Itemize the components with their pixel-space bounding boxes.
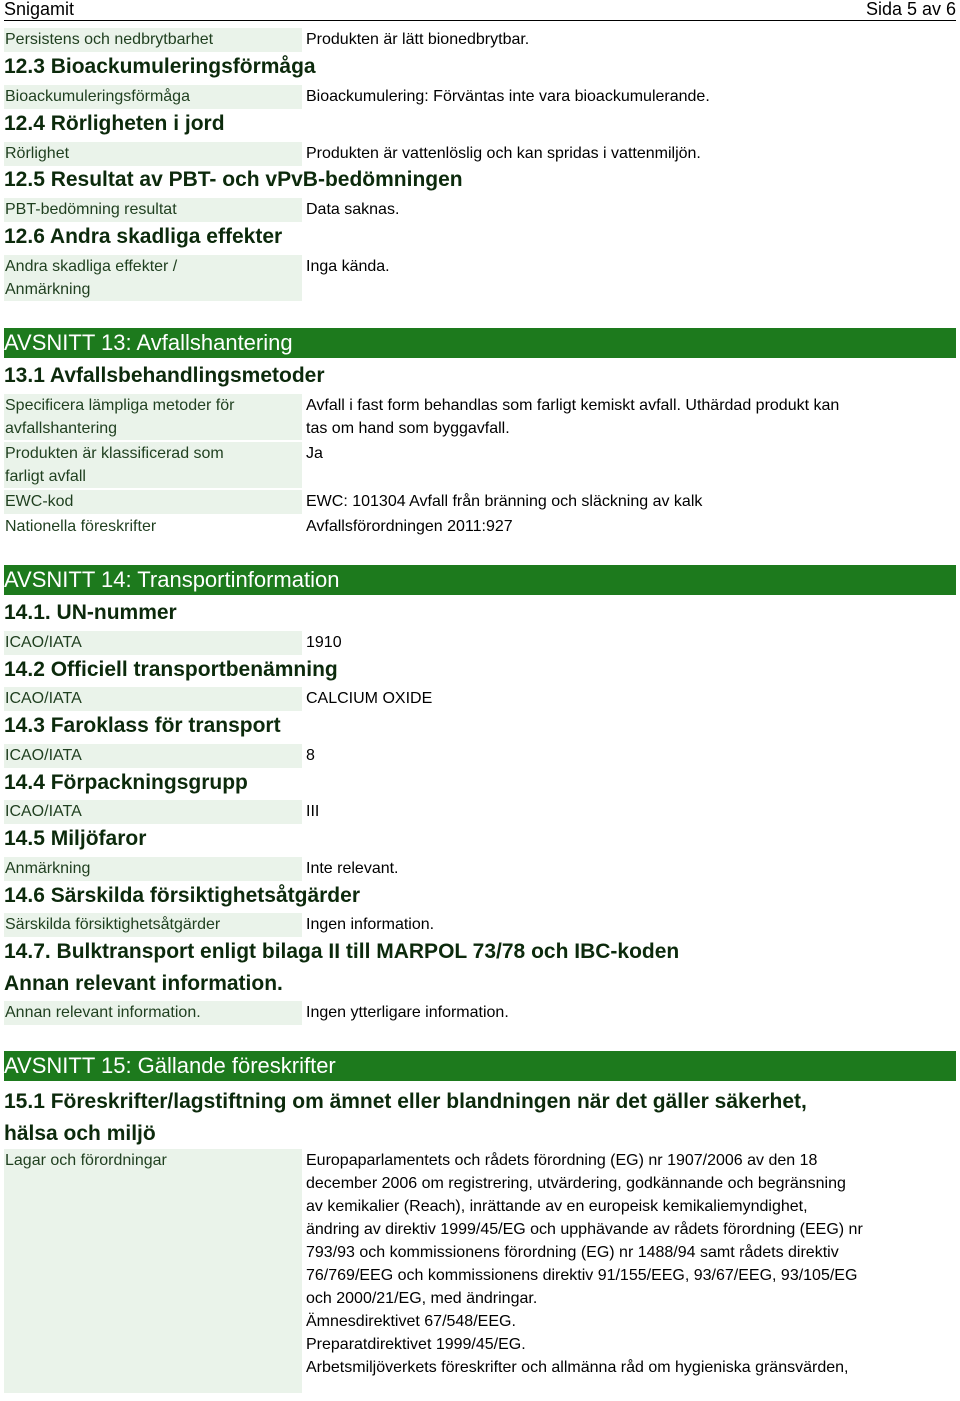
farligt-label: Produkten är klassificerad som farligt avfall [4,442,302,488]
heading-13-1: 13.1 Avfallsbehandlingsmetoder [4,364,325,387]
heading-14-4: 14.4 Förpackningsgrupp [4,771,248,794]
heading-12-4: 12.4 Rörligheten i jord [4,112,225,135]
rorlighet-label: Rörlighet [4,142,302,166]
rorlighet-value: Produkten är vattenlöslig och kan spridas i vattenmiljön. [306,145,701,162]
section-13-title: AVSNITT 13: Avfallshantering [4,330,293,355]
ewc-value: EWC: 101304 Avfall från bränning och släckning av kalk [306,493,703,510]
heading-14-2: 14.2 Officiell transportbenämning [4,658,338,681]
heading-14-5: 14.5 Miljöfaror [4,827,147,850]
section-15-title: AVSNITT 15: Gällande föreskrifter [4,1053,336,1078]
faroklass-label: ICAO/IATA [4,744,302,768]
nationella-label: Nationella föreskrifter [5,518,157,535]
section-14-bar [4,565,956,595]
heading-annan: Annan relevant information. [4,972,283,995]
lagar-value: Europaparlamentets och rådets förordning (EG) nr 1907/2006 av den 18 december 2006 om registrering, utvärdering, godkännande och begränsning av kemikalier (Reach), inrättande av en europeisk kemikaliemyndighet, ändring av direktiv 1999/45/EG och upphävande av rådets förordning (EEG) nr 793/93 och kommissionens förordning (EG) nr 1488/94 samt rådets direktiv 76/769/EEG och kommissionens direktiv 91/155/EEG, 93/67/EEG, 93/105/EG och 2000/21/EG, med ändringar. Ämnesdirektivet 67/548/EEG. Preparatdirektivet 1999/45/EG. Arbetsmiljöverkets föreskrifter och allmänna råd om hygieniska gränsvärden, [306,1152,863,1376]
heading-14-6: 14.6 Särskilda försiktighetsåtgärder [4,884,360,907]
heading-14-1: 14.1. UN-nummer [4,601,177,624]
forpackning-value: III [306,803,320,820]
benamning-value: CALCIUM OXIDE [306,690,433,707]
benamning-label: ICAO/IATA [4,687,302,711]
annan-value: Ingen ytterligare information. [306,1004,509,1021]
un-label: ICAO/IATA [4,631,302,655]
faroklass-value: 8 [306,747,315,764]
metoder-label: Specificera lämpliga metoder för avfallshantering [4,394,302,440]
heading-15-1: 15.1 Föreskrifter/lagstiftning om ämnet eller blandningen när det gäller säkerhet, hälsa och miljö [4,1090,807,1145]
andra-label: Andra skadliga effekter / Anmärkning [4,255,302,301]
heading-12-3: 12.3 Bioackumuleringsförmåga [4,55,316,78]
farligt-value: Ja [306,445,323,462]
miljofaror-label: Anmärkning [4,857,302,881]
bio-label: Bioackumuleringsförmåga [4,85,302,109]
forpackning-label: ICAO/IATA [4,800,302,824]
miljofaror-value: Inte relevant. [306,860,399,877]
company-name: Snigamit [4,0,75,19]
pbt-label: PBT-bedömning resultat [4,198,302,222]
nationella-value: Avfallsförordningen 2011:927 [306,518,513,535]
bio-value: Bioackumulering: Förväntas inte vara bioackumulerande. [306,88,710,105]
forsiktighet-value: Ingen information. [306,916,435,933]
persistens-label: Persistens och nedbrytbarhet [4,28,302,52]
page-number: Sida 5 av 6 [865,0,956,19]
andra-value: Inga kända. [306,258,390,275]
pbt-value: Data saknas. [306,201,400,218]
heading-14-3: 14.3 Faroklass för transport [4,714,281,737]
section-13-bar [4,328,956,358]
forsiktighet-label: Särskilda försiktighetsåtgärder [4,913,302,937]
page-header [4,0,956,21]
ewc-label: EWC-kod [4,490,302,514]
heading-14-7: 14.7. Bulktransport enligt bilaga II till MARPOL 73/78 och IBC-koden [4,940,680,963]
persistens-value: Produkten är lätt bionedbrytbar. [306,31,530,48]
section-15-bar [4,1051,956,1081]
annan-label: Annan relevant information. [4,1001,302,1025]
heading-12-6: 12.6 Andra skadliga effekter [4,225,283,248]
metoder-value: Avfall i fast form behandlas som farligt kemiskt avfall. Uthärdad produkt kan tas om hand som byggavfall. [306,397,840,437]
section-14-title: AVSNITT 14: Transportinformation [4,567,340,592]
un-value: 1910 [306,634,342,651]
lagar-label: Lagar och förordningar [4,1149,302,1393]
heading-12-5: 12.5 Resultat av PBT- och vPvB-bedömningen [4,168,463,191]
